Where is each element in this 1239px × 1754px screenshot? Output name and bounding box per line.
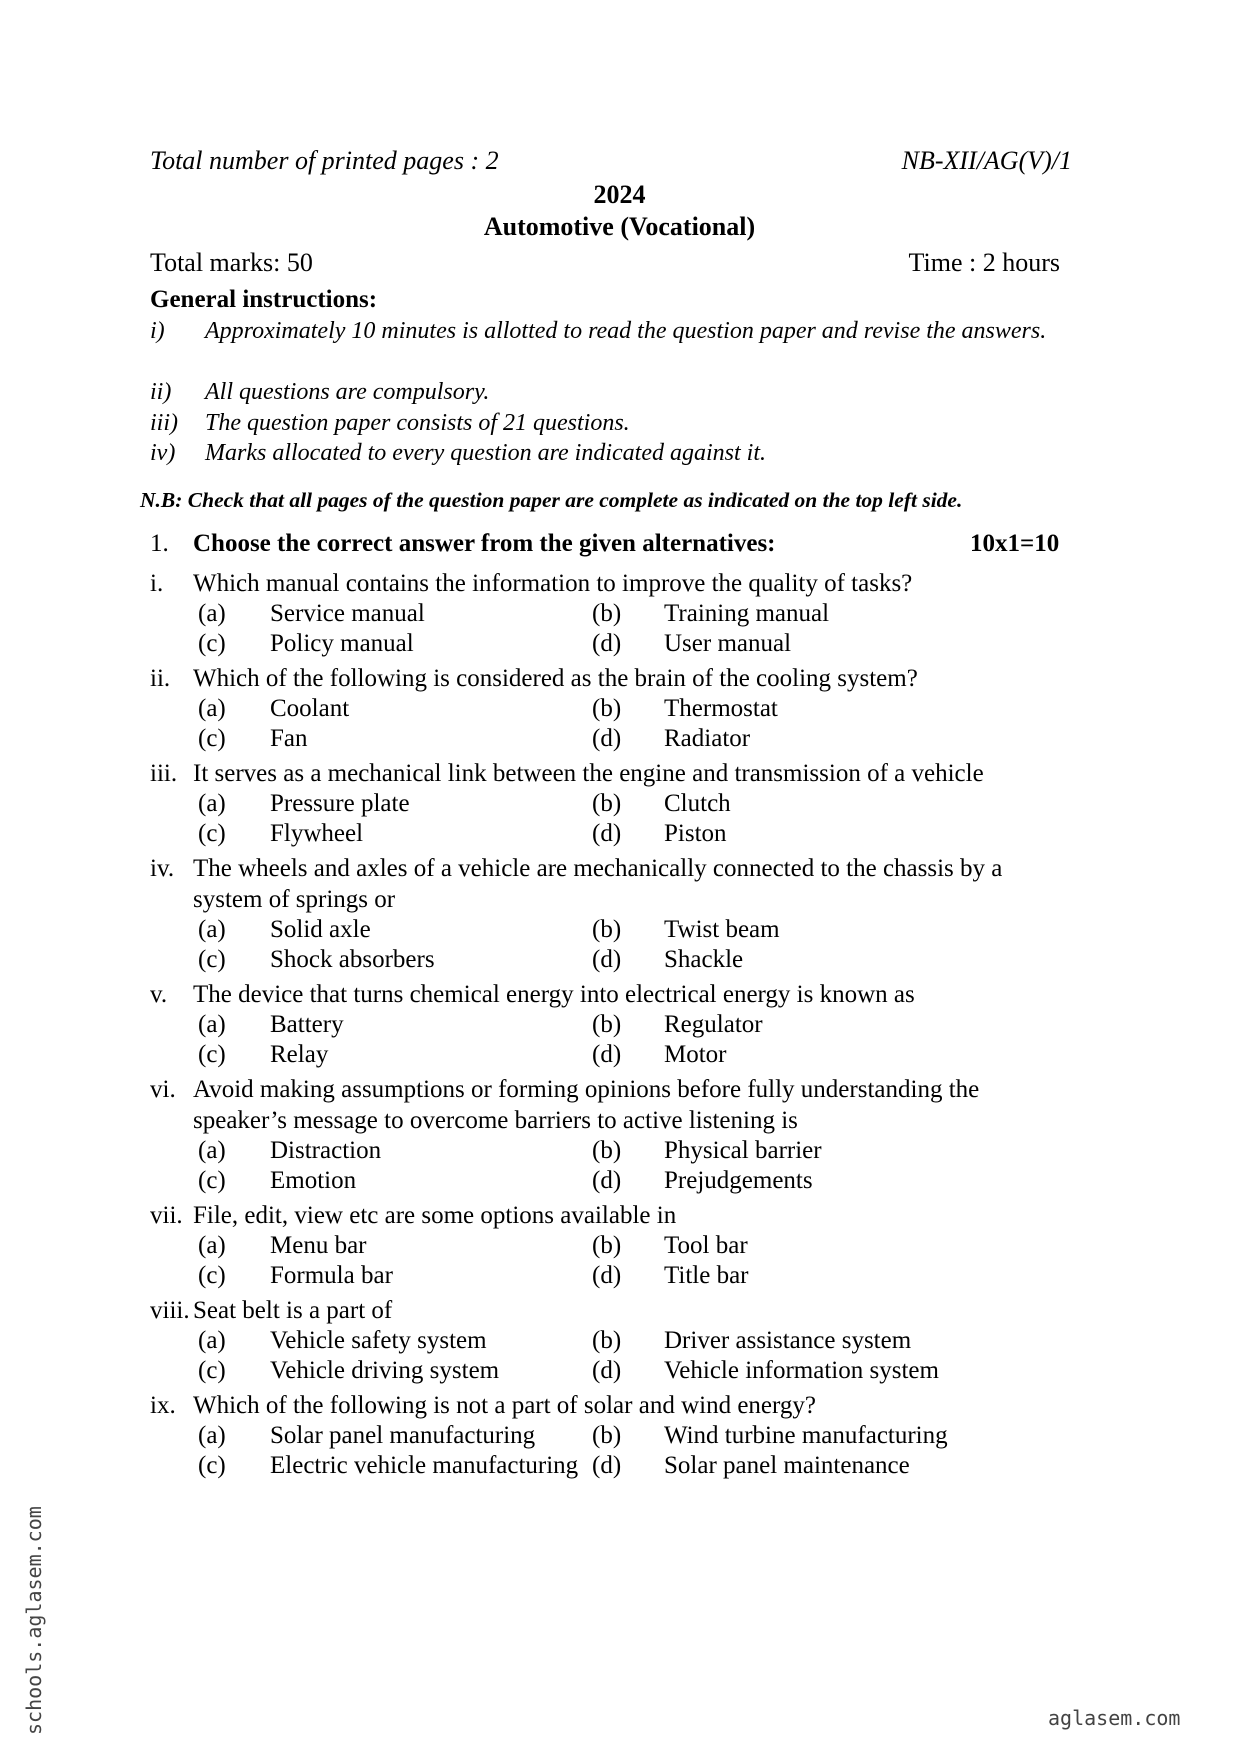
option-label: (a) bbox=[198, 1011, 226, 1038]
instruction-text: Approximately 10 minutes is allotted to read the question paper and revise the answers. bbox=[205, 318, 1047, 344]
option-text: Flywheel bbox=[270, 820, 364, 847]
mcq-question bbox=[150, 663, 1100, 758]
option-text: Relay bbox=[270, 1041, 329, 1068]
option-text: Solid axle bbox=[270, 916, 371, 943]
option-text: Physical barrier bbox=[664, 1137, 822, 1164]
option-text: Shock absorbers bbox=[270, 946, 435, 973]
instruction-item bbox=[150, 438, 1120, 469]
option-label: (b) bbox=[592, 1232, 622, 1259]
option-label: (d) bbox=[592, 1357, 622, 1384]
instruction-text: Marks allocated to every question are indicated against it. bbox=[205, 440, 766, 466]
paper-code: NB-XII/AG(V)/1 bbox=[901, 146, 1072, 175]
option-label: (d) bbox=[592, 1041, 622, 1068]
option-label: (a) bbox=[198, 695, 226, 722]
instruction-text: The question paper consists of 21 questions. bbox=[205, 410, 630, 436]
question-text: It serves as a mechanical link between the engine and transmission of a vehicle bbox=[193, 760, 984, 787]
option-label: (b) bbox=[592, 916, 622, 943]
question-text-continued: speaker’s message to overcome barriers to active listening is bbox=[193, 1107, 798, 1134]
option-label: (d) bbox=[592, 1262, 622, 1289]
printed-pages-text: Total number of printed pages : 2 bbox=[150, 146, 499, 175]
option-label: (c) bbox=[198, 820, 226, 847]
question-text: The device that turns chemical energy into electrical energy is known as bbox=[193, 981, 915, 1008]
option-text: Twist beam bbox=[664, 916, 780, 943]
option-label: (b) bbox=[592, 1011, 622, 1038]
option-text: Emotion bbox=[270, 1167, 357, 1194]
marks-time-row bbox=[150, 248, 1070, 278]
corner-watermark: aglasem.com bbox=[1048, 1706, 1181, 1730]
question-roman-number: iii. bbox=[150, 760, 178, 787]
option-label: (b) bbox=[592, 1327, 622, 1354]
question-title: Choose the correct answer from the given alternatives: bbox=[193, 530, 776, 557]
exam-year: 2024 bbox=[593, 180, 646, 209]
instruction-number: ii) bbox=[150, 379, 172, 405]
total-marks: Total marks: 50 bbox=[150, 248, 313, 277]
mcq-question bbox=[150, 1390, 1100, 1485]
option-text: Pressure plate bbox=[270, 790, 410, 817]
options-grid bbox=[150, 1421, 1100, 1481]
question-roman-number: i. bbox=[150, 570, 164, 597]
instruction-number: iv) bbox=[150, 440, 176, 466]
option-label: (d) bbox=[592, 946, 622, 973]
option-label: (b) bbox=[592, 600, 622, 627]
question-text: The wheels and axles of a vehicle are mechanically connected to the chassis by a bbox=[193, 855, 1003, 882]
option-label: (d) bbox=[592, 725, 622, 752]
instruction-item bbox=[150, 408, 1120, 439]
options-grid bbox=[150, 1136, 1100, 1196]
mcq-question bbox=[150, 1295, 1100, 1390]
option-label: (d) bbox=[592, 1452, 622, 1479]
question-marks: 10x1=10 bbox=[970, 530, 1060, 557]
option-text: Policy manual bbox=[270, 630, 414, 657]
options-grid bbox=[150, 599, 1100, 659]
mcq-question bbox=[150, 758, 1100, 853]
option-text: Radiator bbox=[664, 725, 751, 752]
option-text: Thermostat bbox=[664, 695, 778, 722]
exam-time: Time : 2 hours bbox=[908, 248, 1060, 277]
option-label: (c) bbox=[198, 630, 226, 657]
mcq-question bbox=[150, 568, 1100, 663]
option-text: Title bar bbox=[664, 1262, 749, 1289]
instructions-title: General instructions: bbox=[150, 286, 378, 313]
option-text: Motor bbox=[664, 1041, 727, 1068]
option-text: Service manual bbox=[270, 600, 425, 627]
option-text: Piston bbox=[664, 820, 727, 847]
option-label: (c) bbox=[198, 725, 226, 752]
options-grid bbox=[150, 694, 1100, 754]
mcq-question bbox=[150, 853, 1100, 979]
options-grid bbox=[150, 789, 1100, 849]
option-text: Vehicle driving system bbox=[270, 1357, 500, 1384]
question-roman-number: v. bbox=[150, 981, 168, 1008]
option-label: (c) bbox=[198, 1262, 226, 1289]
option-label: (d) bbox=[592, 1167, 622, 1194]
header-row bbox=[150, 146, 1070, 176]
option-text: Wind turbine manufacturing bbox=[664, 1422, 948, 1449]
option-text: Coolant bbox=[270, 695, 350, 722]
options-grid bbox=[150, 1231, 1100, 1291]
option-label: (a) bbox=[198, 1327, 226, 1354]
option-text: Prejudgements bbox=[664, 1167, 813, 1194]
question-roman-number: vi. bbox=[150, 1076, 176, 1103]
option-text: Menu bar bbox=[270, 1232, 367, 1259]
option-label: (a) bbox=[198, 916, 226, 943]
option-text: Vehicle safety system bbox=[270, 1327, 487, 1354]
nb-note: N.B: Check that all pages of the question paper are complete as indicated on the top left side. bbox=[140, 488, 963, 512]
option-label: (b) bbox=[592, 695, 622, 722]
instruction-item bbox=[150, 316, 1116, 347]
instruction-text: All questions are compulsory. bbox=[205, 379, 490, 405]
option-text: Driver assistance system bbox=[664, 1327, 912, 1354]
option-label: (a) bbox=[198, 1232, 226, 1259]
option-label: (c) bbox=[198, 1357, 226, 1384]
question-roman-number: viii. bbox=[150, 1297, 190, 1324]
option-text: Formula bar bbox=[270, 1262, 393, 1289]
options-grid bbox=[150, 1010, 1100, 1070]
option-text: Fan bbox=[270, 725, 308, 752]
option-label: (a) bbox=[198, 1422, 226, 1449]
option-label: (c) bbox=[198, 1041, 226, 1068]
instruction-number: i) bbox=[150, 318, 165, 344]
mcq-list bbox=[150, 568, 1100, 1485]
question-text: Seat belt is a part of bbox=[193, 1297, 393, 1324]
question-roman-number: vii. bbox=[150, 1202, 183, 1229]
question-number: 1. bbox=[150, 530, 169, 557]
option-text: Electric vehicle manufacturing bbox=[270, 1452, 579, 1479]
question-text: Which of the following is not a part of solar and wind energy? bbox=[193, 1392, 816, 1419]
question-text: Avoid making assumptions or forming opinions before fully understanding the bbox=[193, 1076, 980, 1103]
mcq-question bbox=[150, 979, 1100, 1074]
options-grid bbox=[150, 915, 1100, 975]
option-label: (b) bbox=[592, 790, 622, 817]
question-roman-number: iv. bbox=[150, 855, 175, 882]
option-text: Shackle bbox=[664, 946, 744, 973]
exam-subject: Automotive (Vocational) bbox=[483, 212, 756, 241]
option-text: Vehicle information system bbox=[664, 1357, 939, 1384]
option-text: Clutch bbox=[664, 790, 731, 817]
option-label: (c) bbox=[198, 1167, 226, 1194]
option-text: Tool bar bbox=[664, 1232, 748, 1259]
option-label: (d) bbox=[592, 630, 622, 657]
option-label: (a) bbox=[198, 600, 226, 627]
question-text-continued: system of springs or bbox=[193, 886, 396, 913]
option-label: (d) bbox=[592, 820, 622, 847]
question-roman-number: ix. bbox=[150, 1392, 176, 1419]
question-text: Which of the following is considered as the brain of the cooling system? bbox=[193, 665, 918, 692]
side-watermark: schools.aglasem.com bbox=[22, 1506, 46, 1735]
option-text: Solar panel maintenance bbox=[664, 1452, 910, 1479]
question-text: File, edit, view etc are some options available in bbox=[193, 1202, 677, 1229]
mcq-question bbox=[150, 1074, 1100, 1200]
instruction-item bbox=[150, 377, 1120, 408]
option-label: (a) bbox=[198, 790, 226, 817]
mcq-question bbox=[150, 1200, 1100, 1295]
option-label: (c) bbox=[198, 1452, 226, 1479]
instruction-number: iii) bbox=[150, 410, 178, 436]
question-roman-number: ii. bbox=[150, 665, 171, 692]
option-text: Solar panel manufacturing bbox=[270, 1422, 536, 1449]
question-text: Which manual contains the information to improve the quality of tasks? bbox=[193, 570, 913, 597]
option-label: (b) bbox=[592, 1422, 622, 1449]
option-text: User manual bbox=[664, 630, 792, 657]
option-label: (c) bbox=[198, 946, 226, 973]
option-label: (a) bbox=[198, 1137, 226, 1164]
option-text: Battery bbox=[270, 1011, 344, 1038]
option-text: Distraction bbox=[270, 1137, 382, 1164]
options-grid bbox=[150, 1326, 1100, 1386]
option-text: Regulator bbox=[664, 1011, 763, 1038]
option-label: (b) bbox=[592, 1137, 622, 1164]
option-text: Training manual bbox=[664, 600, 830, 627]
